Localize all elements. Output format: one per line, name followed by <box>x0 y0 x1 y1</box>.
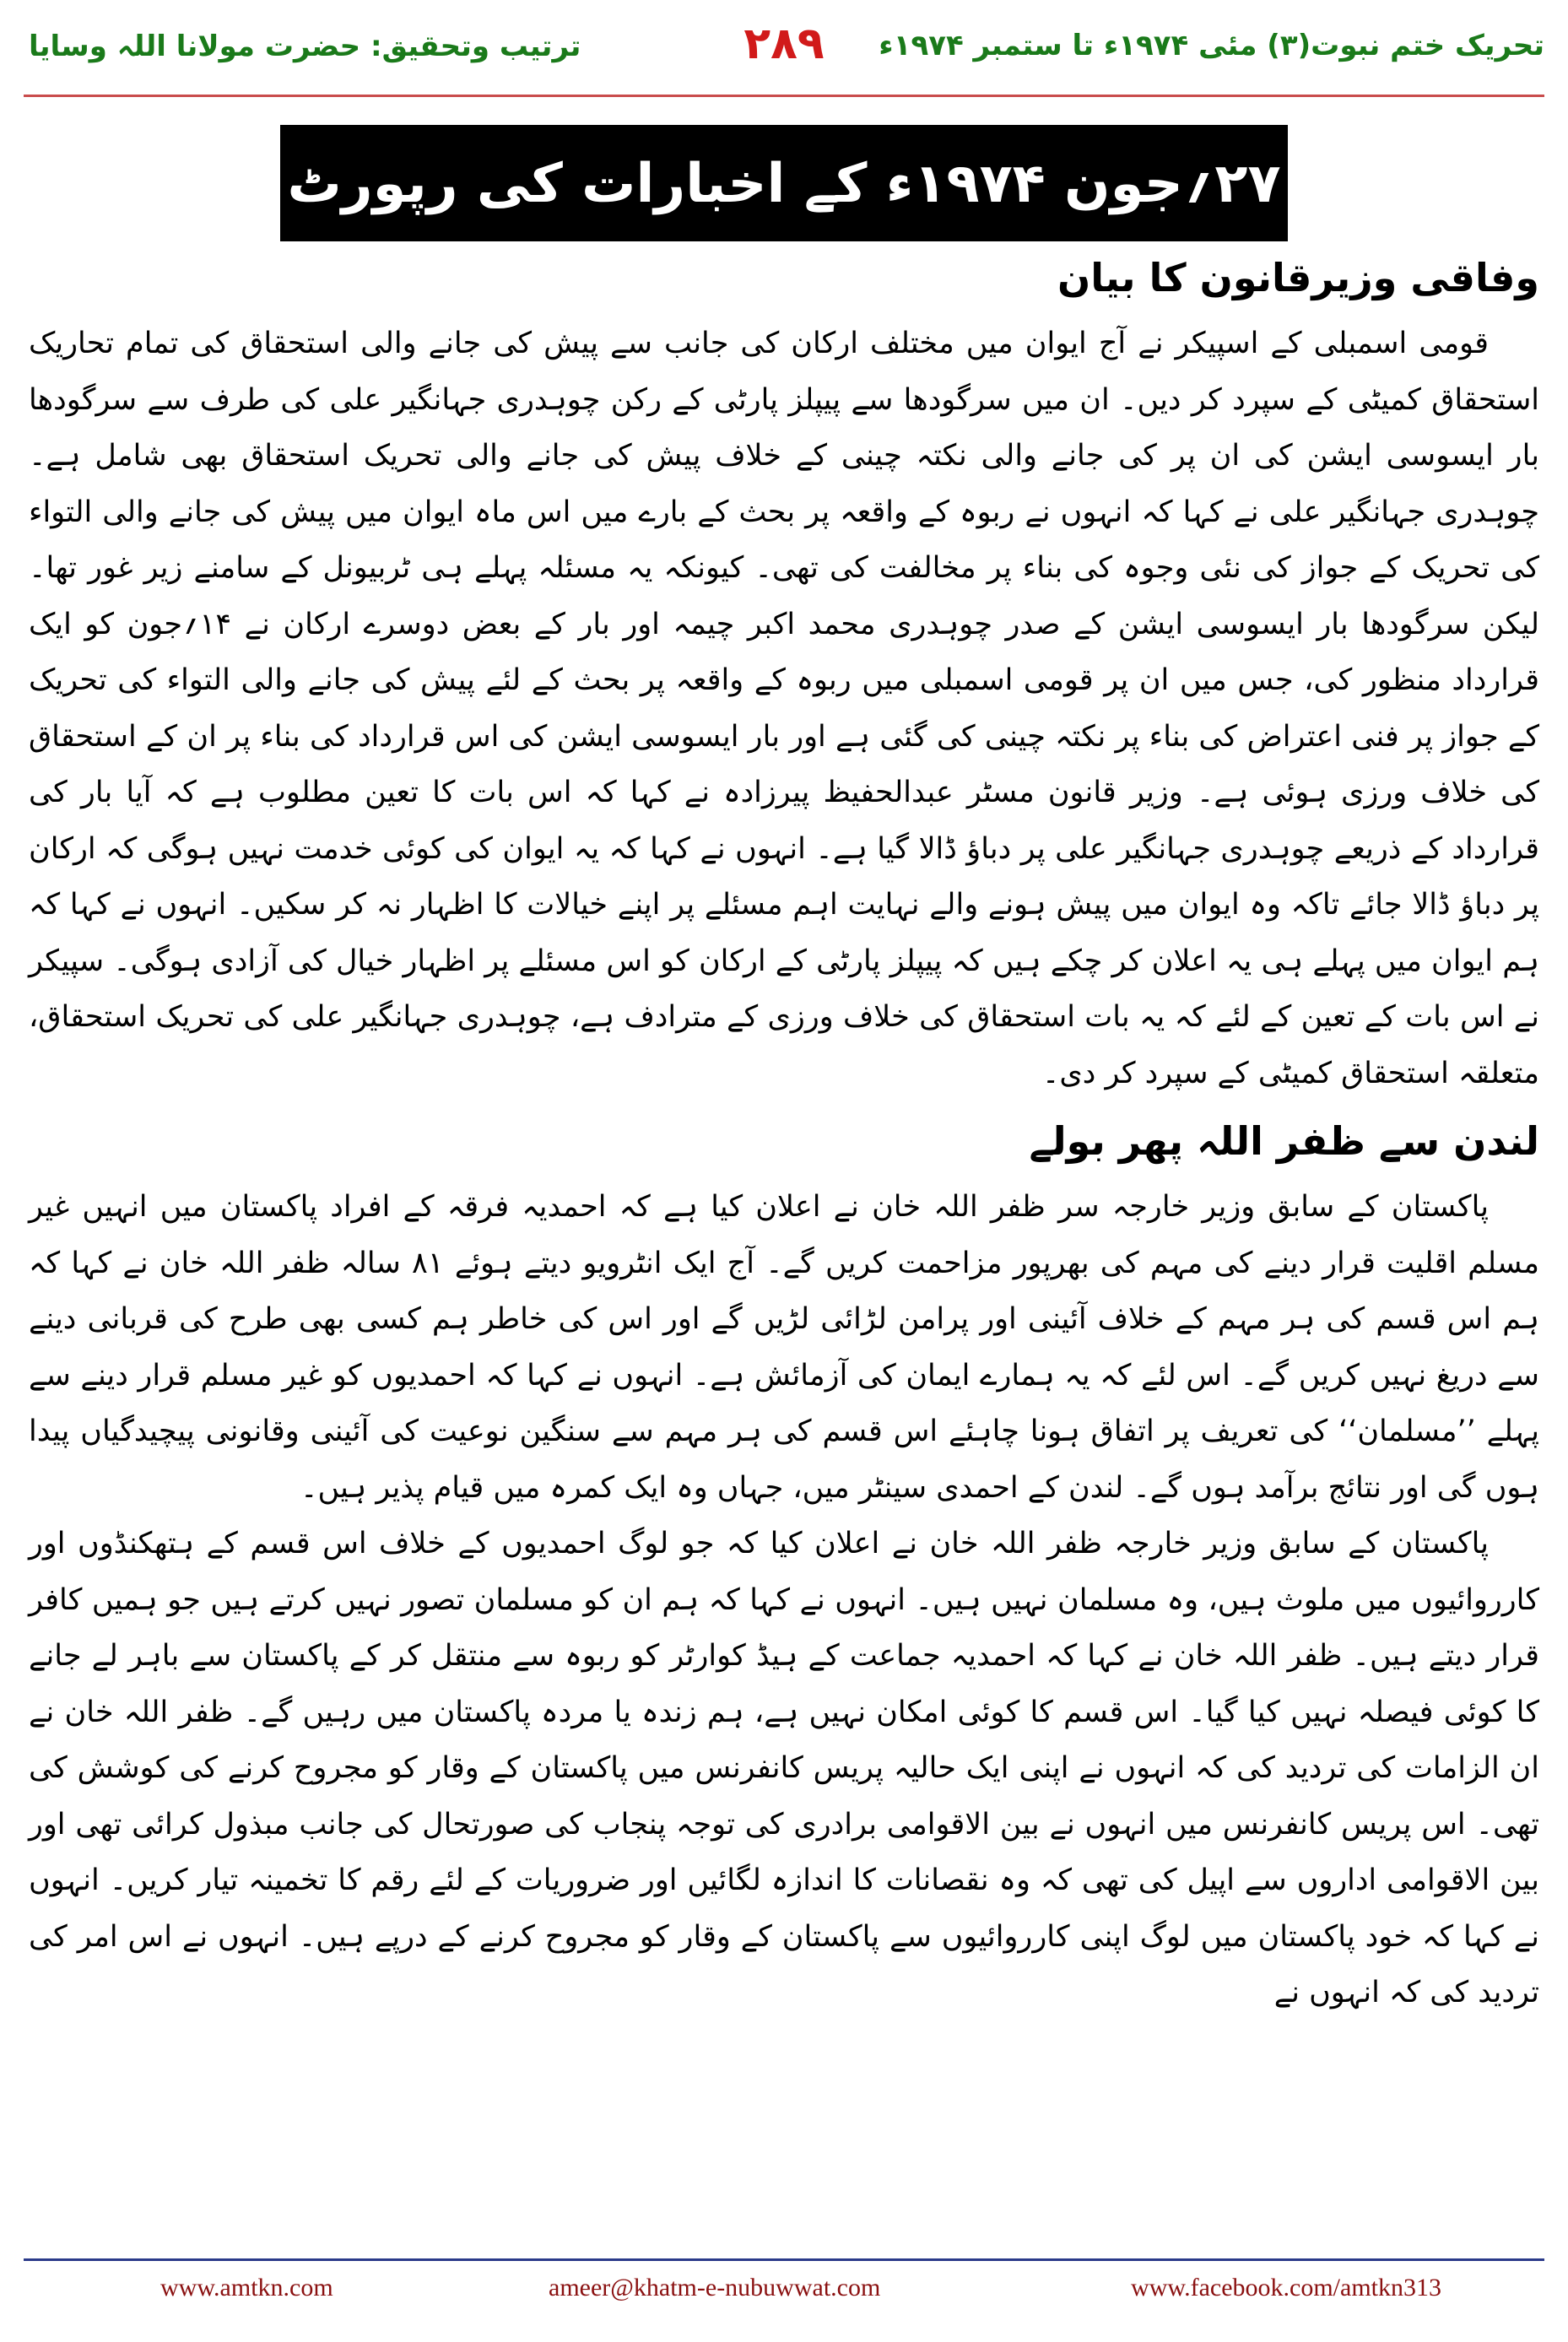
footer-divider <box>24 2258 1544 2261</box>
paragraph: قومی اسمبلی کے اسپیکر نے آج ایوان میں مختلف ارکان کی جانب سے پیش کی جانے والی استحقاق کی تمام تحاریک استحقاق کمیٹی کے سپرد کر دیں۔ ان میں سرگودھا سے پیپلز پارٹی کے رکن چوہدری جہانگیر علی کی طرف سے سرگودھا بار ایسوسی ایشن کی ان پر کی جانے والی نکتہ چینی کے خلاف پیش کی جانے والی تحریک استحقاق بھی شامل ہے۔ چوہدری جہانگیر علی نے کہا کہ انہوں نے ربوہ کے واقعہ پر بحث کے بارے میں اس ماہ ایوان میں پیش کی جانے والی التواء کی تحریک کے جواز کی نئی وجوہ کی بناء پر مخالفت کی تھی۔ کیونکہ یہ مسئلہ پہلے ہی ٹربیونل کے سامنے زیر غور تھا۔ لیکن سرگودھا بار ایسوسی ایشن کے صدر چوہدری محمد اکبر چیمہ اور بار کے بعض دوسرے ارکان نے ۱۴؍جون کو ایک قرارداد منظور کی، جس میں ان پر قومی اسمبلی میں ربوہ کے واقعہ پر بحث کے لئے پیش کی جانے والی التواء کی تحریک کے جواز پر فنی اعتراض کی بناء پر نکتہ چینی کی گئی ہے اور بار ایسوسی ایشن کی اس قرارداد کی بناء پر ان کے استحقاق کی خلاف ورزی ہوئی ہے۔ وزیر قانون مسٹر عبدالحفیظ پیرزادہ نے کہا کہ اس بات کا تعین مطلوب ہے کہ آیا بار کی قرارداد کے ذریعے چوہدری جہانگیر علی پر دباؤ ڈالا گیا ہے۔ انہوں نے کہا کہ یہ ایوان کی کوئی خدمت نہیں ہوگی کہ ارکان پر دباؤ ڈالا جائے تاکہ وہ ایوان میں پیش ہونے والے نہایت اہم مسئلے پر اپنے خیالات کا اظہار نہ کر سکیں۔ انہوں نے کہا کہ ہم ایوان میں پہلے ہی یہ اعلان کر چکے ہیں کہ پیپلز پارٹی کے ارکان کو اس مسئلے پر اظہار خیال کی آزادی ہوگی۔ سپیکر نے اس بات کے تعین کے لئے کہ یہ بات استحقاق کی خلاف ورزی کے مترادف ہے، چوہدری جہانگیر علی کی تحریک استحقاق، متعلقہ استحقاق کمیٹی کے سپرد کر دی۔ <box>29 327 1539 1090</box>
section-law-minister <box>29 246 1539 1101</box>
website-link[interactable]: www.amtkn.com <box>160 2274 333 2301</box>
facebook-link[interactable]: www.facebook.com/amtkn313 <box>1131 2274 1441 2301</box>
header-divider <box>24 95 1544 97</box>
section-heading: لندن سے ظفر اللہ پھر بولے <box>1029 1118 1539 1164</box>
section-zafarullah <box>29 1110 1539 2021</box>
section-heading: وفاقی وزیرقانون کا بیان <box>1057 255 1539 300</box>
page-header <box>0 0 1568 101</box>
email-link[interactable]: ameer@khatm-e-nubuwwat.com <box>549 2274 881 2301</box>
paragraph: پاکستان کے سابق وزیر خارجہ سر ظفر اللہ خان نے اعلان کیا ہے کہ احمدیہ فرقہ کے افراد پاکستان میں انہیں غیر مسلم اقلیت قرار دینے کی مہم کی بھرپور مزاحمت کریں گے۔ آج ایک انٹرویو دیتے ہوئے ۸۱ سالہ ظفر اللہ خان نے کہا کہ ہم اس قسم کی ہر مہم کے خلاف آئینی اور پرامن لڑائی لڑیں گے اور اس کی خاطر ہم کسی بھی طرح کی قربانی دینے سے دریغ نہیں کریں گے۔ اس لئے کہ یہ ہمارے ایمان کی آزمائش ہے۔ انہوں نے کہا کہ احمدیوں کو غیر مسلم قرار دینے سے پہلے ’’مسلمان‘‘ کی تعریف پر اتفاق ہونا چاہئے اس قسم کی ہر مہم سے سنگین نوعیت کی آئینی وقانونی پیچیدگیاں پیدا ہوں گی اور نتائج برآمد ہوں گے۔ لندن کے احمدی سینٹر میں، جہاں وہ ایک کمرہ میں قیام پذیر ہیں۔ <box>29 1190 1539 1505</box>
page-title: ۲۷؍جون ۱۹۷۴ء کے اخبارات کی رپورٹ <box>280 125 1288 241</box>
compiler-credit: ترتیب وتحقیق: حضرت مولانا اللہ وسایا <box>29 30 581 63</box>
article-body <box>29 246 1539 2213</box>
paragraph: پاکستان کے سابق وزیر خارجہ ظفر اللہ خان نے اعلان کیا کہ جو لوگ احمدیوں کے خلاف اس قسم کے ہتھکنڈوں اور کارروائیوں میں ملوث ہیں، وہ مسلمان نہیں ہیں۔ انہوں نے کہا کہ ہم ان کو مسلمان تصور نہیں کرتے ہیں جو ہمیں کافر قرار دیتے ہیں۔ ظفر اللہ خان نے کہا کہ احمدیہ جماعت کے ہیڈ کوارٹر کو ربوہ سے منتقل کر کے پاکستان سے باہر لے جانے کا کوئی فیصلہ نہیں کیا گیا۔ اس قسم کا کوئی امکان نہیں ہے، ہم زندہ یا مردہ پاکستان میں رہیں گے۔ ظفر اللہ خان نے ان الزامات کی تردید کی کہ انہوں نے اپنی ایک حالیہ پریس کانفرنس میں پاکستان کے وقار کو مجروح کرنے کی کوشش کی تھی۔ اس پریس کانفرنس میں انہوں نے بین الاقوامی برادری کی توجہ پنجاب کی صورتحال کی جانب مبذول کرائی تھی اور بین الاقوامی اداروں سے اپیل کی تھی کہ وہ نقصانات کا اندازہ لگائیں اور ضروریات کے لئے رقم کا تخمینہ تیار کریں۔ انہوں نے کہا کہ خود پاکستان میں لوگ اپنی کارروائیوں سے پاکستان کے وقار کو مجروح کرنے کے درپے ہیں۔ انہوں نے اس امر کی تردید کی کہ انہوں نے <box>29 1527 1539 2009</box>
page-footer <box>0 2269 1568 2319</box>
section-gap <box>29 1101 1539 1110</box>
page-number: ۲۸۹ <box>743 19 825 69</box>
book-title: تحریک ختم نبوت(۳) مئی ۱۹۷۴ء تا ستمبر ۱۹۷۴ء <box>879 29 1544 62</box>
